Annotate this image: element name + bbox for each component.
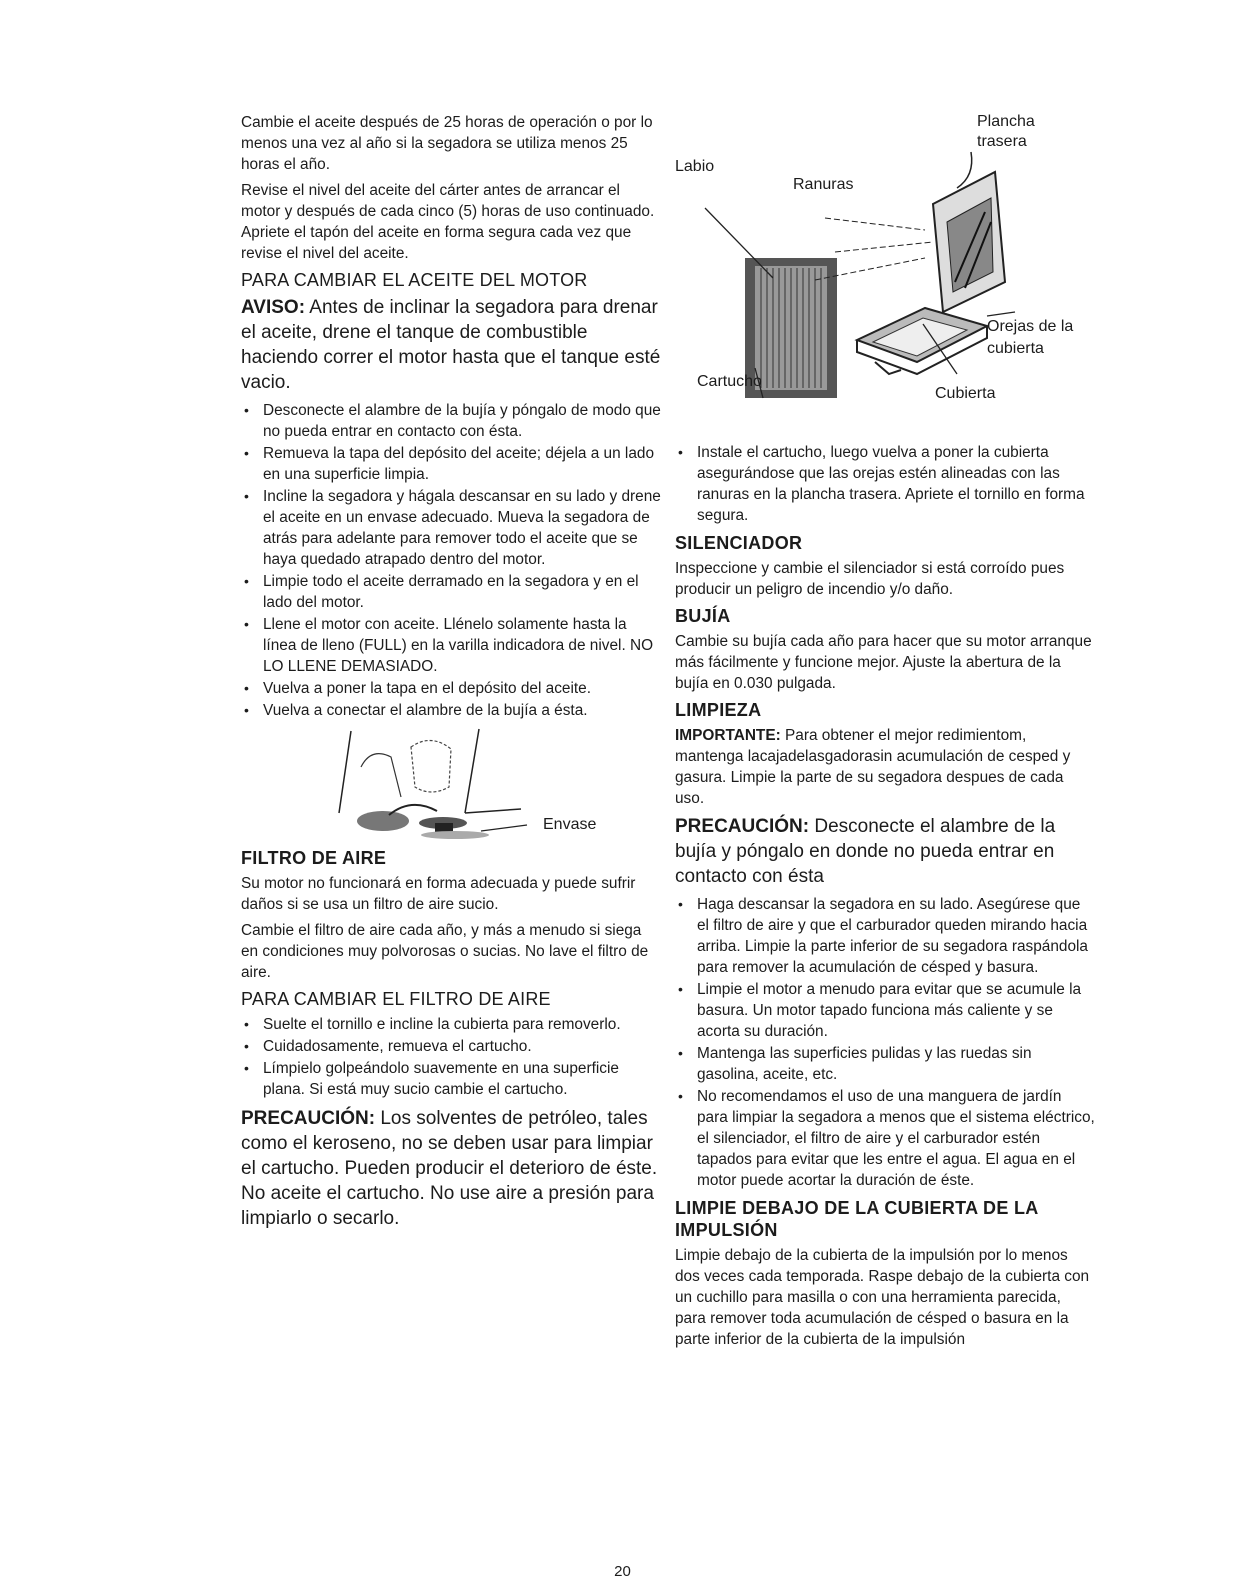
ranuras-label: Ranuras [793,176,854,193]
plancha-label: Plancha trasera [977,113,1035,150]
importante-text [675,725,1095,809]
oil-change-interval-text: Cambie el aceite después de 25 horas de operación o por lo menos una vez al año si la segadora se utiliza menos 25 horas el año. [241,114,653,173]
list-item: • Vuelva a conectar el alambre de la bujía a ésta. [241,700,661,721]
list-item: • Vuelva a poner la tapa en el depósito del aceite. [241,678,661,699]
envase-label: Envase [543,816,597,833]
deck-text: Limpie debajo de la cubierta de la impulsión por lo menos dos veces cada temporada. Raspe debajo de la cubierta con un cuchillo para masilla o con una herramienta parecida, para remover toda acumulación de césped o basura en la parte inferior de la cubierta de la impulsión [675,1247,1090,1348]
limpieza-heading: LIMPIEZA [675,700,762,720]
cartucho-label: Cartucho [697,373,762,390]
page-number: 20 [614,1563,631,1580]
left-column [241,112,661,1236]
list-item: • Remueva la tapa del depósito del aceite; déjela a un lado en una superficie limpia. [241,443,661,485]
labio-label: Labio [675,158,715,175]
deck-heading: LIMPIE DEBAJO DE LA CUBIERTA DE LA IMPULSIÓN [675,1198,1038,1240]
air-filter-heading: FILTRO DE AIRE [241,848,387,868]
bujia-heading: BUJÍA [675,606,731,626]
aviso-label: AVISO: [241,297,306,318]
air-filter-text-1: Su motor no funcionará en forma adecuada y puede sufrir daños si se usa un filtro de aire sucio. [241,875,636,913]
solvent-caution [241,1106,661,1231]
air-filter-change-heading: PARA CAMBIAR EL FILTRO DE AIRE [241,989,551,1009]
importante-body: Para obtener el mejor redimientom, mantenga lacajadelasgadorasin acumulación de cesped y gasura. Limpie la parte de su segadora despues de cada uso. [675,727,1071,807]
precaucion-text: Los solventes de petróleo, tales como el keroseno, no se deben usar para limpiar el cartucho. Pueden producir el deterioro de éste. No aceite el cartucho. No use aire a presión para limpiarlo o secarlo. [241,1108,658,1229]
list-item: • Limpie todo el aceite derramado en la segadora y en el lado del motor. [241,571,661,613]
air-filter-illustration [675,112,1095,442]
orejas-label: Orejas de la cubierta [987,318,1074,357]
aviso-warning [241,295,661,395]
oil-steps-list [241,400,661,721]
oil-drain-figure [241,727,661,843]
importante-label: IMPORTANTE: [675,727,781,744]
cleaning-steps-list [675,894,1095,1191]
silenciador-text: Inspeccione y cambie el silenciador si está corroído pues producir un peligro de incendio y/o daño. [675,560,1065,598]
cleaning-caution [675,814,1095,889]
install-steps-list [675,442,1095,526]
precaucion-text: Desconecte el alambre de la bujía y póngalo en donde no pueda entrar en contacto con ésta [675,816,1056,887]
air-filter-steps-list [241,1014,661,1100]
precaucion-label: PRECAUCIÓN: [675,816,810,837]
precaucion-label: PRECAUCIÓN: [241,1108,376,1129]
list-item: • Limpie el motor a menudo para evitar que se acumule la basura. Un motor tapado funciona más caliente y se acorta su duración. [675,979,1095,1042]
oil-check-text: Revise el nivel del aceite del cárter antes de arrancar el motor y después de cada cinco (5) horas de uso continuado. Apriete el tapón del aceite en forma segura cada vez que revise el nivel del aceite. [241,182,655,262]
list-item: • Suelte el tornillo e incline la cubierta para removerlo. [241,1014,661,1035]
air-filter-text-2: Cambie el filtro de aire cada año, y más a menudo si siega en condiciones muy polvorosas o sucias. No lave el filtro de aire. [241,922,649,981]
list-item: • Llene el motor con aceite. Llénelo solamente hasta la línea de lleno (FULL) en la varilla indicadora de nivel. NO LO LLENE DEMASIADO. [241,614,661,677]
list-item: • Instale el cartucho, luego vuelva a poner la cubierta asegurándose que las orejas estén alineadas con las ranuras en la plancha trasera. Apriete el tornillo en forma segura. [675,442,1095,526]
list-item: • Mantenga las superficies pulidas y las ruedas sin gasolina, aceite, etc. [675,1043,1095,1085]
bujia-text: Cambie su bujía cada año para hacer que su motor arranque más fácilmente y funcione mejor. Ajuste la abertura de la bujía en 0.030 pulgada. [675,633,1092,692]
list-item: • Haga descansar la segadora en su lado. Asegúrese que el filtro de aire y que el carburador queden mirando hacia arriba. Limpie la parte inferior de su segadora raspándola para remover la acumulación de césped y basura. [675,894,1095,978]
list-item: • Incline la segadora y hágala descansar en su lado y drene el aceite en un envase adecuado. Mueva la segadora de atrás para adelante para remover todo el aceite que se haya quedado atrapado dentro del motor. [241,486,661,570]
list-item: • Límpielo golpeándolo suavemente en una superficie plana. Si está muy sucio cambie el cartucho. [241,1058,661,1100]
right-column [675,112,1095,1355]
oil-change-heading: PARA CAMBIAR EL ACEITE DEL MOTOR [241,270,588,290]
list-item: • Desconecte el alambre de la bujía y póngalo de modo que no pueda entrar en contacto con ésta. [241,400,661,442]
air-filter-figure [675,112,1095,442]
silenciador-heading: SILENCIADOR [675,533,803,553]
list-item: • No recomendamos el uso de una manguera de jardín para limpiar la segadora a menos que el sistema eléctrico, el silenciador, el filtro de aire y el carburador estén tapados para evitar que les entre el agua. El agua en el motor puede acortar la duración de éste. [675,1086,1095,1191]
aviso-text: Antes de inclinar la segadora para drenar el aceite, drene el tanque de combustible haciendo correr el motor hasta que el tanque esté vacio. [241,297,661,393]
list-item: • Cuidadosamente, remueva el cartucho. [241,1036,661,1057]
cubierta-label: Cubierta [935,385,996,402]
